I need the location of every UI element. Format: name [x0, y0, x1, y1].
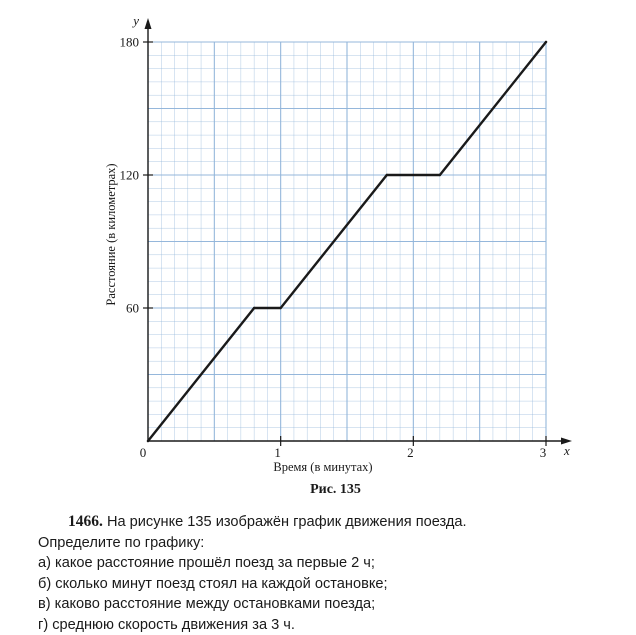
x-axis-title: Время (в минутах): [273, 460, 372, 474]
problem-item-a: а) какое расстояние прошёл поезд за первые 2 ч;: [38, 553, 628, 574]
y-tick-label: 180: [120, 35, 140, 50]
y-axis-title: Расстояние (в километрах): [104, 163, 118, 305]
y-tick-label: 60: [126, 301, 139, 316]
problem-intro: На рисунке 135 изображён график движения поезда.: [107, 514, 467, 530]
problem-text: [38, 512, 628, 635]
y-tick-label: 120: [120, 168, 140, 183]
x-tick-label: 1: [274, 445, 281, 460]
y-axis-arrow-icon: [145, 18, 152, 29]
problem-number: 1466.: [68, 513, 103, 530]
series-point: [386, 174, 388, 176]
x-axis-letter: x: [563, 443, 570, 458]
series-point: [147, 440, 149, 442]
problem-prompt: Определите по графику:: [38, 533, 628, 554]
problem-item-d: г) среднюю скорость движения за 3 ч.: [38, 615, 628, 635]
series-point: [253, 307, 255, 309]
series-point: [279, 307, 281, 309]
figure-caption: Рис. 135: [0, 482, 636, 498]
problem-item-b: б) сколько минут поезд стоял на каждой остановке;: [38, 574, 628, 595]
x-tick-label: 2: [407, 445, 414, 460]
problem-intro-line: [68, 512, 628, 533]
y-axis-letter: y: [131, 13, 139, 28]
chart-grid: [148, 42, 546, 441]
problem-item-c: в) каково расстояние между остановками поезда;: [38, 594, 628, 615]
x-tick-label: 3: [540, 445, 547, 460]
origin-label: 0: [140, 445, 147, 460]
series-point: [545, 41, 547, 43]
series-point: [439, 174, 441, 176]
